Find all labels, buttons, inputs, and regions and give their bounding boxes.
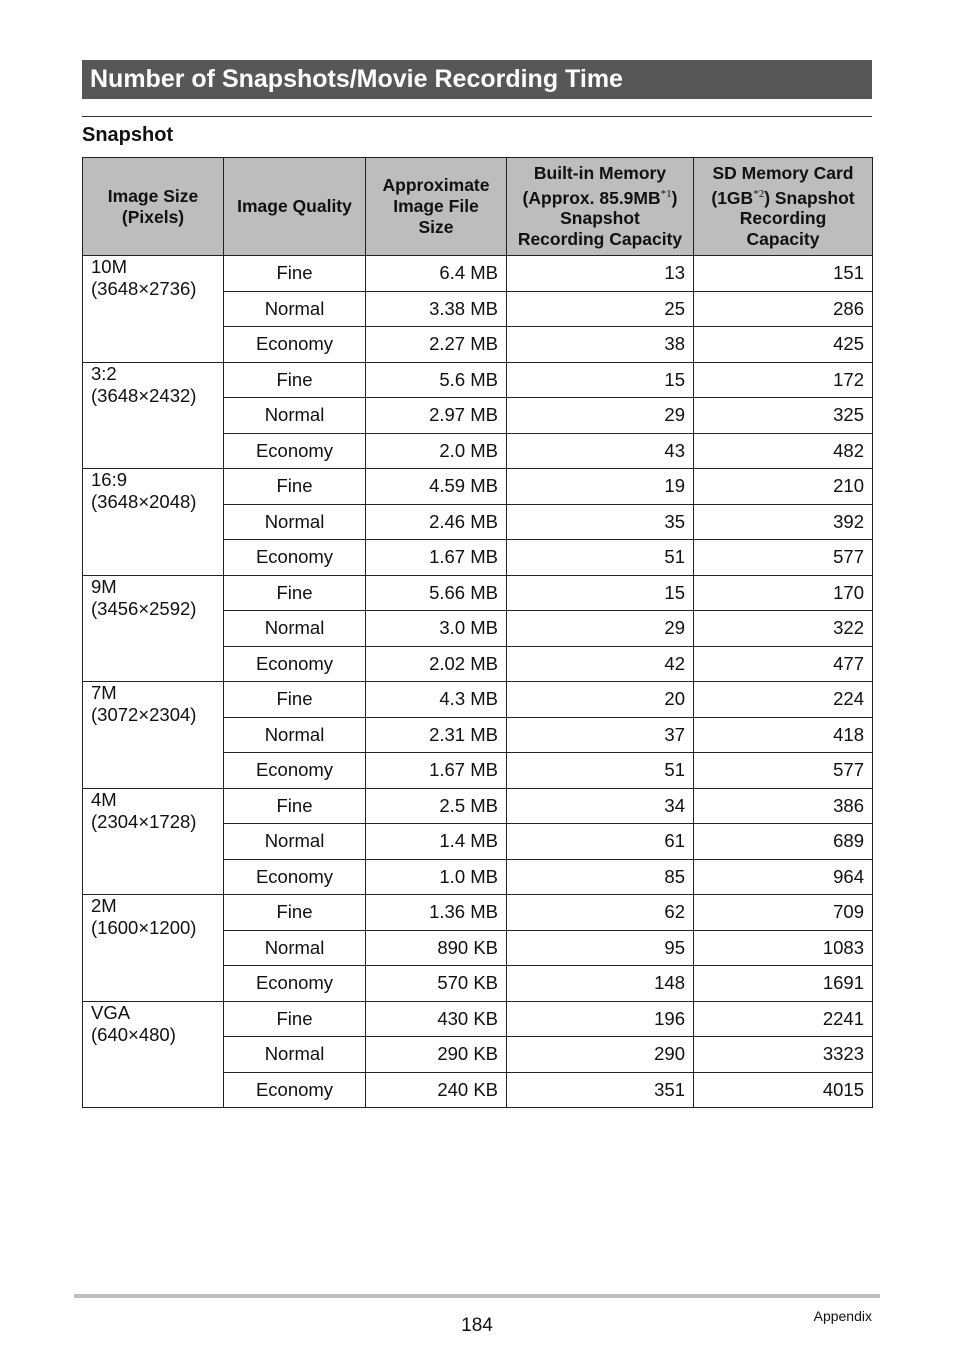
builtin-capacity-cell: 85	[507, 859, 694, 895]
header-text: (Approx. 85.9MB	[522, 187, 661, 208]
file-size-cell: 1.4 MB	[366, 824, 507, 860]
header-text: Image Size	[107, 185, 199, 206]
image-size-cell	[83, 362, 224, 469]
header-builtin-memory	[507, 158, 694, 256]
header-text: (1GB	[711, 187, 754, 208]
file-size-cell: 1.0 MB	[366, 859, 507, 895]
table-header-row	[83, 158, 873, 256]
image-quality-cell: Normal	[224, 398, 366, 434]
sd-capacity-cell: 482	[694, 433, 873, 469]
image-quality-cell: Fine	[224, 895, 366, 931]
image-quality-cell: Economy	[224, 859, 366, 895]
table-row	[83, 256, 873, 292]
image-size-pixels: (640×480)	[91, 1023, 176, 1045]
file-size-cell: 4.59 MB	[366, 469, 507, 505]
file-size-cell: 3.0 MB	[366, 611, 507, 647]
footer-section-label: Appendix	[813, 1308, 872, 1324]
file-size-cell: 2.27 MB	[366, 327, 507, 363]
image-quality-cell: Normal	[224, 1037, 366, 1073]
image-size-label: VGA	[91, 1001, 131, 1023]
image-quality-cell: Normal	[224, 930, 366, 966]
builtin-capacity-cell: 19	[507, 469, 694, 505]
builtin-capacity-cell: 62	[507, 895, 694, 931]
image-size-label: 4M	[91, 788, 117, 810]
file-size-cell: 1.36 MB	[366, 895, 507, 931]
header-text: )	[671, 187, 678, 208]
image-size-label: 16:9	[91, 469, 128, 490]
image-quality-cell: Normal	[224, 824, 366, 860]
header-text: Capacity	[746, 229, 820, 250]
image-quality-cell: Normal	[224, 611, 366, 647]
sd-capacity-cell: 172	[694, 362, 873, 398]
builtin-capacity-cell: 43	[507, 433, 694, 469]
image-quality-cell: Fine	[224, 362, 366, 398]
image-size-cell	[83, 895, 224, 1002]
image-size-pixels: (3648×2736)	[91, 278, 197, 299]
footer-divider	[74, 1294, 880, 1298]
sd-capacity-cell: 325	[694, 398, 873, 434]
builtin-capacity-cell: 34	[507, 788, 694, 824]
sd-capacity-cell: 709	[694, 895, 873, 931]
builtin-capacity-cell: 51	[507, 540, 694, 576]
sd-capacity-cell: 151	[694, 256, 873, 292]
builtin-capacity-cell: 42	[507, 646, 694, 682]
file-size-cell: 1.67 MB	[366, 753, 507, 789]
header-text: ) Snapshot	[764, 187, 855, 208]
builtin-capacity-cell: 25	[507, 291, 694, 327]
image-quality-cell: Economy	[224, 646, 366, 682]
image-size-label: 10M	[91, 256, 127, 277]
builtin-capacity-cell: 20	[507, 682, 694, 718]
image-quality-cell: Normal	[224, 504, 366, 540]
image-size-cell	[83, 1001, 224, 1108]
file-size-cell: 240 KB	[366, 1072, 507, 1108]
image-size-pixels: (3648×2432)	[91, 384, 197, 406]
sd-capacity-cell: 210	[694, 469, 873, 505]
builtin-capacity-cell: 35	[507, 504, 694, 540]
image-quality-cell: Economy	[224, 327, 366, 363]
file-size-cell: 6.4 MB	[366, 256, 507, 292]
builtin-capacity-cell: 351	[507, 1072, 694, 1108]
image-size-pixels: (3072×2304)	[91, 704, 197, 725]
builtin-capacity-cell: 51	[507, 753, 694, 789]
header-text: Image Quality	[237, 196, 352, 216]
file-size-cell: 890 KB	[366, 930, 507, 966]
image-size-label: 7M	[91, 682, 117, 703]
image-size-cell	[83, 469, 224, 576]
sd-capacity-cell: 2241	[694, 1001, 873, 1037]
image-size-pixels: (2304×1728)	[91, 810, 197, 832]
image-quality-cell: Normal	[224, 291, 366, 327]
file-size-cell: 430 KB	[366, 1001, 507, 1037]
builtin-capacity-cell: 29	[507, 611, 694, 647]
image-size-cell	[83, 788, 224, 895]
file-size-cell: 290 KB	[366, 1037, 507, 1073]
header-text: Approximate	[382, 175, 490, 195]
sd-capacity-cell: 577	[694, 753, 873, 789]
header-image-quality	[224, 158, 366, 256]
snapshot-table	[82, 157, 873, 1108]
image-quality-cell: Economy	[224, 1072, 366, 1108]
sd-capacity-cell: 392	[694, 504, 873, 540]
image-quality-cell: Fine	[224, 1001, 366, 1037]
sd-capacity-cell: 577	[694, 540, 873, 576]
image-size-cell	[83, 575, 224, 682]
file-size-cell: 2.0 MB	[366, 433, 507, 469]
image-quality-cell: Economy	[224, 540, 366, 576]
sd-capacity-cell: 170	[694, 575, 873, 611]
sd-capacity-cell: 689	[694, 824, 873, 860]
builtin-capacity-cell: 196	[507, 1001, 694, 1037]
image-size-label: 9M	[91, 575, 117, 597]
header-text: Recording	[739, 208, 827, 229]
builtin-capacity-cell: 29	[507, 398, 694, 434]
sd-capacity-cell: 1691	[694, 966, 873, 1002]
section-heading: Snapshot	[82, 124, 174, 146]
sd-capacity-cell: 3323	[694, 1037, 873, 1073]
header-sd-card	[694, 158, 873, 256]
image-quality-cell: Fine	[224, 682, 366, 718]
file-size-cell: 3.38 MB	[366, 291, 507, 327]
sd-capacity-cell: 224	[694, 682, 873, 718]
sd-capacity-cell: 418	[694, 717, 873, 753]
builtin-capacity-cell: 15	[507, 362, 694, 398]
sd-capacity-cell: 4015	[694, 1072, 873, 1108]
page-title: Number of Snapshots/Movie Recording Time	[82, 60, 872, 99]
file-size-cell: 5.66 MB	[366, 575, 507, 611]
file-size-cell: 2.5 MB	[366, 788, 507, 824]
table-body	[83, 256, 873, 1108]
image-size-label: 2M	[91, 895, 117, 916]
file-size-cell: 570 KB	[366, 966, 507, 1002]
title-divider	[82, 116, 872, 117]
sd-capacity-cell: 386	[694, 788, 873, 824]
table-row	[83, 575, 873, 611]
image-size-cell	[83, 682, 224, 789]
header-text: Snapshot	[560, 208, 640, 229]
builtin-capacity-cell: 38	[507, 327, 694, 363]
header-file-size	[366, 158, 507, 256]
sd-capacity-cell: 964	[694, 859, 873, 895]
table-row	[83, 895, 873, 931]
image-size-pixels: (3456×2592)	[91, 597, 197, 619]
builtin-capacity-cell: 148	[507, 966, 694, 1002]
file-size-cell: 2.02 MB	[366, 646, 507, 682]
builtin-capacity-cell: 37	[507, 717, 694, 753]
builtin-capacity-cell: 95	[507, 930, 694, 966]
header-text: Built-in Memory	[533, 162, 667, 183]
table-row	[83, 682, 873, 718]
image-size-pixels: (3648×2048)	[91, 491, 197, 512]
builtin-capacity-cell: 61	[507, 824, 694, 860]
file-size-cell: 2.97 MB	[366, 398, 507, 434]
image-quality-cell: Economy	[224, 966, 366, 1002]
header-text: SD Memory Card	[712, 162, 854, 183]
image-quality-cell: Fine	[224, 256, 366, 292]
image-size-label: 3:2	[91, 362, 117, 384]
image-size-pixels: (1600×1200)	[91, 917, 197, 938]
image-quality-cell: Economy	[224, 753, 366, 789]
table-row	[83, 1001, 873, 1037]
file-size-cell: 4.3 MB	[366, 682, 507, 718]
table-row	[83, 788, 873, 824]
table-row	[83, 362, 873, 398]
file-size-cell: 5.6 MB	[366, 362, 507, 398]
file-size-cell: 2.46 MB	[366, 504, 507, 540]
image-quality-cell: Normal	[224, 717, 366, 753]
sd-capacity-cell: 425	[694, 327, 873, 363]
builtin-capacity-cell: 15	[507, 575, 694, 611]
image-quality-cell: Fine	[224, 575, 366, 611]
page-number: 184	[461, 1315, 493, 1336]
file-size-cell: 2.31 MB	[366, 717, 507, 753]
builtin-capacity-cell: 290	[507, 1037, 694, 1073]
builtin-capacity-cell: 13	[507, 256, 694, 292]
image-quality-cell: Fine	[224, 469, 366, 505]
header-text: Image File	[393, 196, 479, 216]
sd-capacity-cell: 322	[694, 611, 873, 647]
file-size-cell: 1.67 MB	[366, 540, 507, 576]
sd-capacity-cell: 1083	[694, 930, 873, 966]
sd-capacity-cell: 286	[694, 291, 873, 327]
header-text: (Pixels)	[121, 206, 185, 227]
header-image-size	[83, 158, 224, 256]
sd-capacity-cell: 477	[694, 646, 873, 682]
footnote-marker: *2	[753, 187, 765, 200]
image-size-cell	[83, 256, 224, 363]
header-text: Size	[418, 217, 454, 237]
image-quality-cell: Fine	[224, 788, 366, 824]
table-row	[83, 469, 873, 505]
image-quality-cell: Economy	[224, 433, 366, 469]
header-text: Recording Capacity	[517, 229, 683, 250]
footnote-marker: *1	[660, 187, 672, 200]
